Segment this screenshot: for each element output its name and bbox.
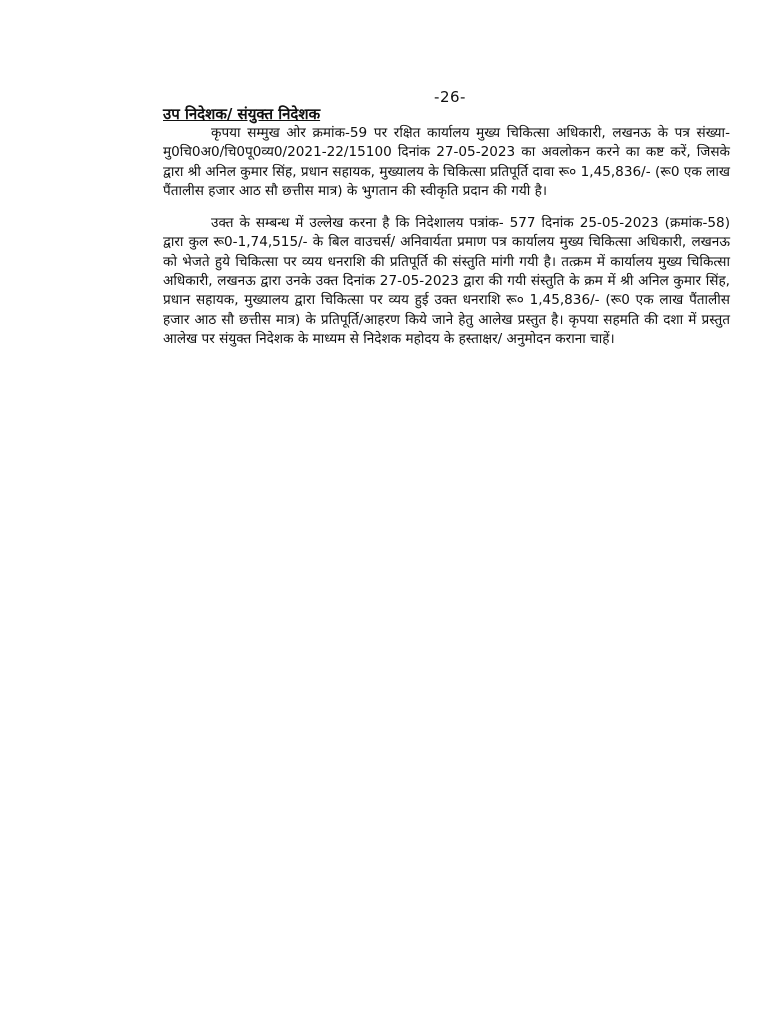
page-number: -26- bbox=[434, 88, 466, 106]
paragraph-2: उक्त के सम्बन्ध में उल्लेख करना है कि निदेशालय पत्रांक- 577 दिनांक 25-05-2023 (क्रमांक-58) द्वारा कुल रू0-1,74,515/- के बिल वाउचर्स/ अनिवार्यता प्रमाण पत्र कार्यालय मुख्य चिकित्सा अधिकारी, लखनऊ को भेजते हुये चिकित्सा पर व्यय धनराशि की प्रतिपूर्ति की संस्तुति मांगी गयी है। तत्क्रम में कार्यालय मुख्य चिकित्सा अधिकारी, लखनऊ द्वारा उनके उक्त दिनांक 27-05-2023 द्वारा की गयी संस्तुति के क्रम में श्री अनिल कुमार सिंह, प्रधान सहायक, मुख्यालय द्वारा चिकित्सा पर व्यय हुई उक्त धनराशि रू० 1,45,836/- (रू0 एक लाख पैंतालीस हजार आठ सौ छत्तीस मात्र) के प्रतिपूर्ति/आहरण किये जाने हेतु आलेख प्रस्तुत है। कृपया सहमति की दशा में प्रस्तुत आलेख पर संयुक्त निदेशक के माध्यम से निदेशक महोदय के हस्ताक्षर/ अनुमोदन कराना चाहें। bbox=[163, 215, 730, 347]
paragraph-1: कृपया सम्मुख ओर क्रमांक-59 पर रक्षित कार्यालय मुख्य चिकित्सा अधिकारी, लखनऊ के पत्र संख्या- मु0चि0अ0/चि0पू0व्य0/2021-22/15100 दिनांक 27-05-2023 का अवलोकन करने का कष्ट करें, जिसके द्वारा श्री अनिल कुमार सिंह, प्रधान सहायक, मुख्यालय के चिकित्सा प्रतिपूर्ति दावा रू० 1,45,836/- (रू0 एक लाख पैंतालीस हजार आठ सौ छत्तीस मात्र) के भुगतान की स्वीकृति प्रदान की गयी है। bbox=[163, 125, 730, 199]
note-body bbox=[163, 104, 730, 349]
addressee-heading: उप निदेशक/ संयुक्त निदेशक bbox=[163, 105, 321, 123]
